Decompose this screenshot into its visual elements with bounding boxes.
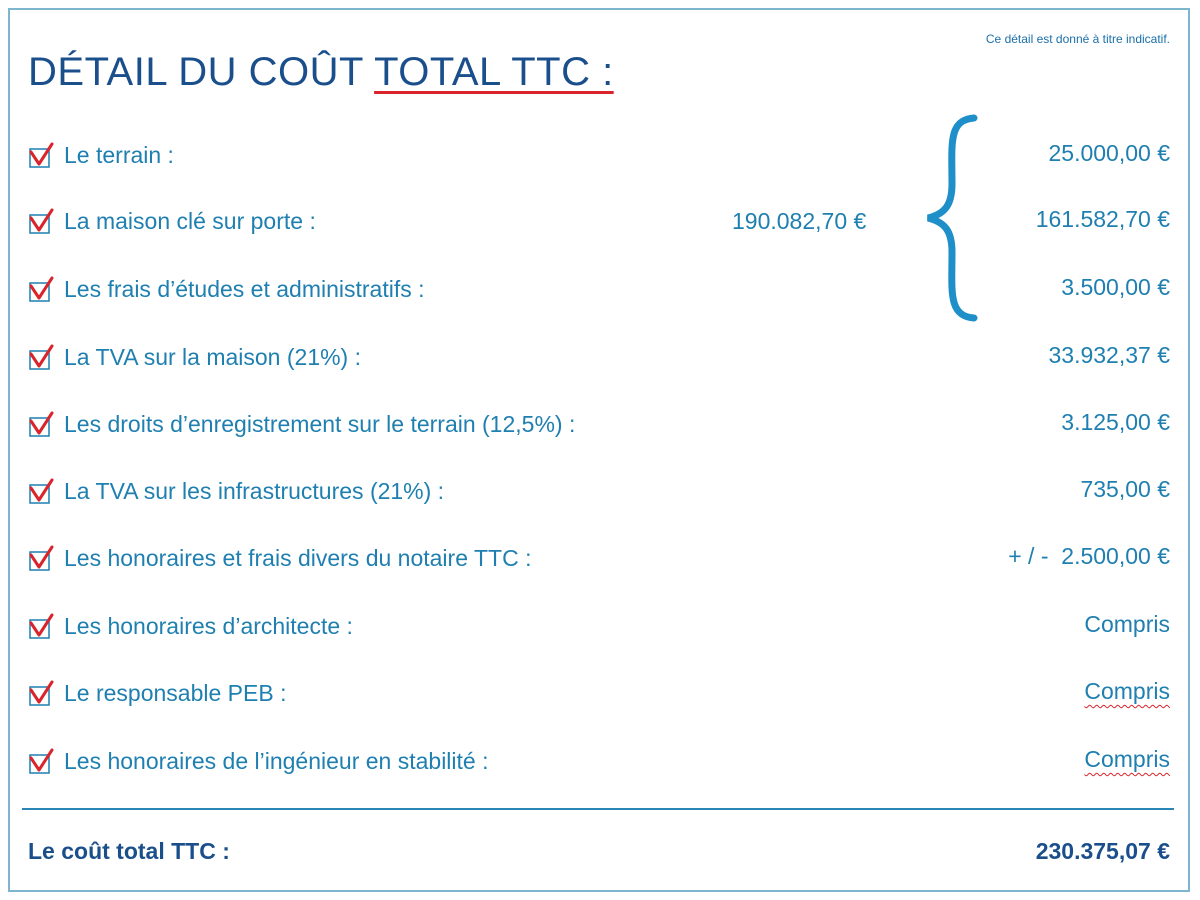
checkbox-check-icon bbox=[28, 478, 54, 506]
cost-item-tva-infrastructures bbox=[28, 472, 1170, 512]
cost-item-label: La TVA sur les infrastructures (21%) : bbox=[64, 478, 445, 504]
subtotal-value: 190.082,70 € bbox=[732, 208, 867, 234]
cost-item-label: Le terrain : bbox=[64, 142, 174, 168]
cost-item-label: La TVA sur la maison (21%) : bbox=[64, 344, 362, 370]
cost-item-maison bbox=[28, 202, 1170, 242]
checkbox-check-icon bbox=[28, 613, 54, 641]
checkbox-check-icon bbox=[28, 344, 54, 372]
disclaimer-note: Ce détail est donné à titre indicatif. bbox=[985, 32, 1170, 46]
cost-item-peb bbox=[28, 674, 1170, 714]
cost-item-value: 33.932,37 € bbox=[1048, 342, 1170, 368]
cost-item-label: La maison clé sur porte : bbox=[64, 208, 316, 234]
cost-item-value: 3.500,00 € bbox=[1061, 274, 1170, 300]
checkbox-check-icon bbox=[28, 276, 54, 304]
cost-item-value: + / - 2.500,00 € bbox=[1008, 543, 1170, 569]
checkbox-check-icon bbox=[28, 142, 54, 170]
checkbox-check-icon bbox=[28, 680, 54, 708]
cost-item-value: Compris bbox=[1084, 678, 1170, 704]
cost-item-label: Les honoraires de l’ingénieur en stabilité : bbox=[64, 748, 489, 774]
checkbox-check-icon bbox=[28, 748, 54, 776]
title-accent: TOTAL TTC : bbox=[374, 50, 614, 94]
cost-item-tva-maison bbox=[28, 338, 1170, 378]
cost-item-label: Les frais d’études et administratifs : bbox=[64, 276, 425, 302]
title-main: DÉTAIL DU COÛT bbox=[28, 50, 375, 94]
cost-item-ingenieur bbox=[28, 742, 1170, 782]
cost-item-droits-enregistrement bbox=[28, 405, 1170, 445]
total-value: 230.375,07 € bbox=[1035, 838, 1170, 864]
cost-item-label: Les honoraires d’architecte : bbox=[64, 613, 353, 639]
page-title bbox=[28, 50, 614, 95]
checkbox-check-icon bbox=[28, 545, 54, 573]
checkbox-check-icon bbox=[28, 208, 54, 236]
checkbox-check-icon bbox=[28, 411, 54, 439]
total-label: Le coût total TTC : bbox=[28, 838, 230, 864]
cost-item-terrain bbox=[28, 136, 1170, 176]
cost-item-value: Compris bbox=[1084, 611, 1170, 637]
cost-item-notaire bbox=[28, 539, 1170, 579]
cost-item-label: Le responsable PEB : bbox=[64, 680, 287, 706]
cost-item-frais-etudes bbox=[28, 270, 1170, 310]
cost-item-value: 3.125,00 € bbox=[1061, 409, 1170, 435]
cost-item-label: Les droits d’enregistrement sur le terrain (12,5%) : bbox=[64, 411, 576, 437]
total-divider bbox=[22, 808, 1174, 810]
brace-icon bbox=[922, 114, 982, 322]
cost-item-value: 161.582,70 € bbox=[1035, 206, 1170, 232]
cost-item-label: Les honoraires et frais divers du notaire TTC : bbox=[64, 545, 532, 571]
cost-item-value: Compris bbox=[1084, 746, 1170, 772]
cost-item-architecte bbox=[28, 607, 1170, 647]
cost-item-value: 25.000,00 € bbox=[1048, 140, 1170, 166]
cost-item-value: 735,00 € bbox=[1080, 476, 1170, 502]
